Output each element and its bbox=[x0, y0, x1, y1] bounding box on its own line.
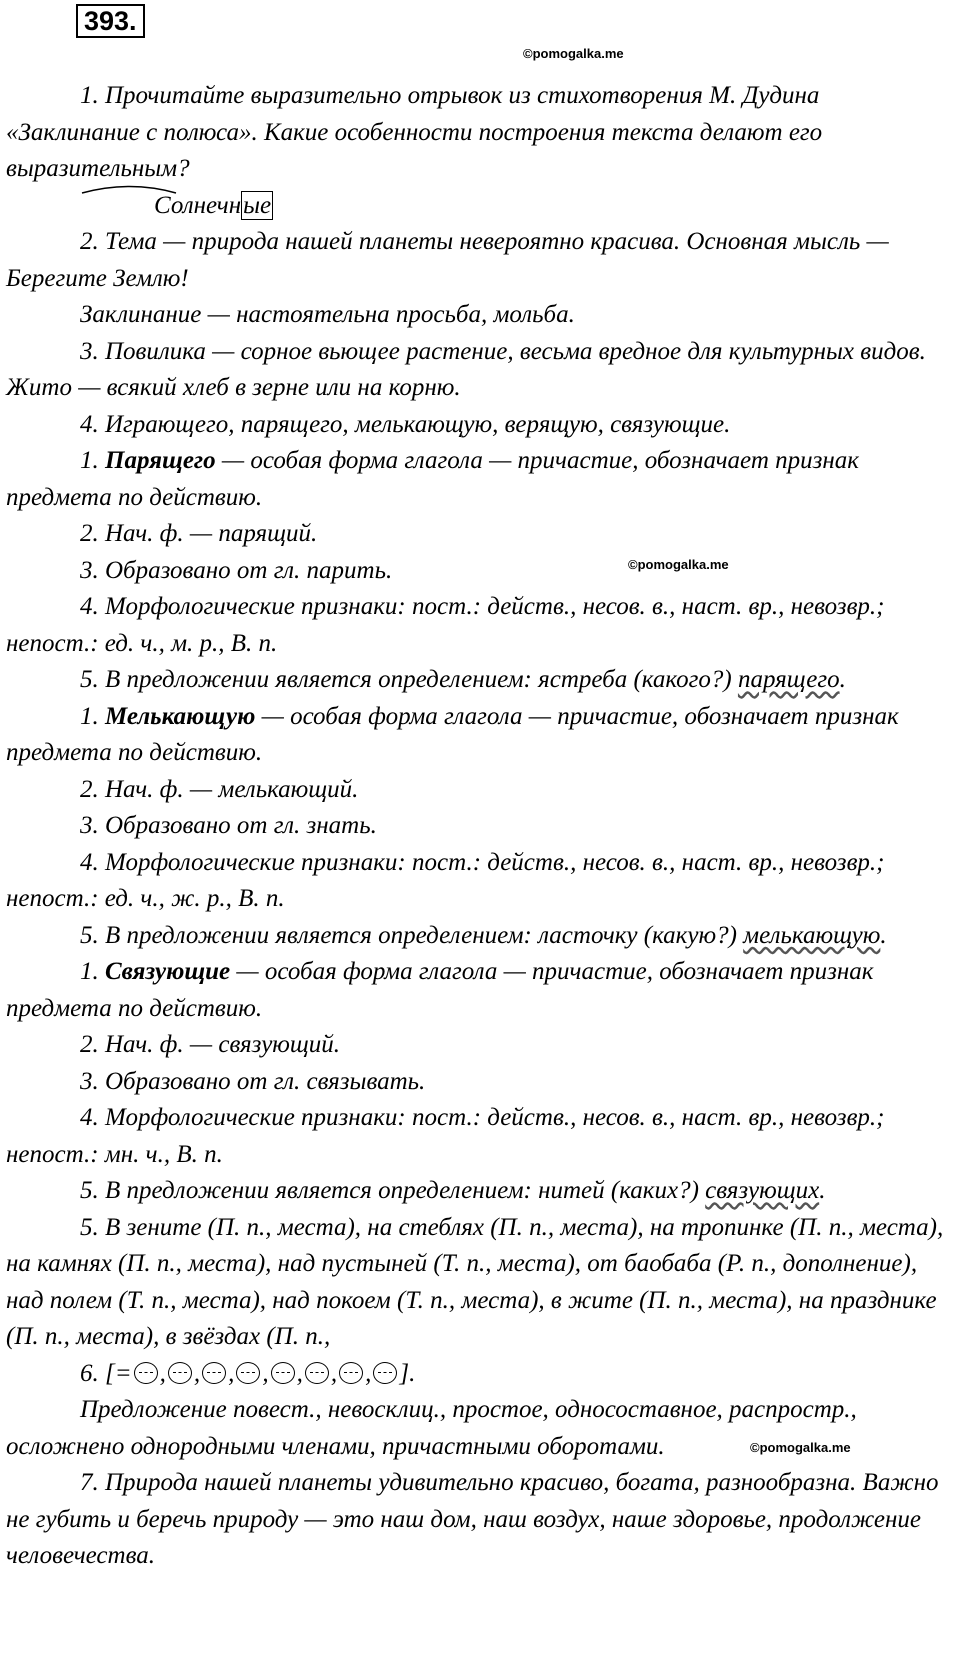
answer-text bbox=[6, 78, 956, 1575]
participle-oval-icon bbox=[202, 1362, 226, 1384]
parsed-word: Мелькающую bbox=[105, 702, 256, 730]
parse-1-item-3: 3. Образовано от гл. парить. bbox=[80, 556, 393, 584]
parse-1-item-1: 1. Парящего — особая форма глагола — причастие, обозначает признак предмета по действию. bbox=[6, 447, 859, 511]
parse-2-item-1: 1. Мелькающую — особая форма глагола — причастие, обозначает признак предмета по действию. bbox=[6, 702, 899, 766]
parse-2-item-4: 4. Морфологические признаки: пост.: действ., несов. в., наст. вр., невозвр.; непост.: ед. ч., ж. р., В. п. bbox=[6, 848, 885, 912]
task-7: 7. Природа нашей планеты удивительно красиво, богата, разнообразна. Важно не губить и беречь природу — это наш дом, наш воздух, наше здоровье, продолжение человечества. bbox=[6, 1469, 939, 1569]
participle-oval-icon bbox=[271, 1362, 295, 1384]
word-root: Солнечн bbox=[154, 191, 242, 219]
parse-3-item-3: 3. Образовано от гл. связывать. bbox=[80, 1067, 426, 1095]
morpheme-word bbox=[80, 188, 273, 225]
participle-oval-icon bbox=[373, 1362, 397, 1384]
task-6-scheme: 6. [= , , , , , , , ]. bbox=[80, 1359, 416, 1387]
task-1: 1. Прочитайте выразительно отрывок из стихотворения М. Дудина «Заклинание с полюса». Какие особенности построения текста делают его выразительным? bbox=[6, 82, 823, 182]
parse-3-item-2: 2. Нач. ф. — связующий. bbox=[80, 1031, 341, 1058]
watermark: ©pomogalka.me bbox=[750, 1440, 851, 1455]
parse-3-item-1: 1. Связующие — особая форма глагола — причастие, обозначает признак предмета по действию. bbox=[6, 958, 874, 1022]
morpheme-parse bbox=[6, 188, 956, 225]
task-5: 5. В зените (П. п., места), на стеблях (П. п., места), на тропинке (П. п., места), на камнях (П. п., места), над пустыней (Т. п., места), от баобаба (Р. п., дополнение), над полем (Т. п., места), над покоем (Т. п., места), в жите (П. п., места), на празднике (П. п., места), в звёздах (П. п., bbox=[6, 1213, 944, 1350]
participle-oval-icon bbox=[305, 1362, 329, 1384]
parse-1-item-4: 4. Морфологические признаки: пост.: действ., несов. в., наст. вр., невозвр.; непост.: ед. ч., м. р., В. п. bbox=[6, 593, 885, 657]
task-2: 2. Тема — природа нашей планеты невероятно красива. Основная мысль — Берегите Землю! bbox=[6, 228, 889, 292]
task-4: 4. Играющего, парящего, мелькающую, верящую, связующие. bbox=[80, 410, 731, 438]
parsed-word: Связующие bbox=[105, 958, 231, 985]
participle-oval-icon bbox=[134, 1362, 158, 1384]
watermark: ©pomogalka.me bbox=[523, 46, 624, 61]
underlined-word: связующих bbox=[705, 1177, 820, 1204]
word-ending: ые bbox=[243, 191, 272, 219]
parse-1-item-5: 5. В предложении является определением: ястреба (какого?) парящего. bbox=[80, 666, 846, 693]
participle-oval-icon bbox=[168, 1362, 192, 1384]
parse-2-item-2: 2. Нач. ф. — мелькающий. bbox=[80, 775, 359, 803]
underlined-word: парящего bbox=[737, 666, 840, 693]
participle-oval-icon bbox=[339, 1362, 363, 1384]
exercise-number: 393. bbox=[76, 4, 145, 38]
parse-3-item-5: 5. В предложении является определением: нитей (каких?) связующих. bbox=[80, 1177, 826, 1204]
task-3: 3. Повилика — сорное вьющее растение, весьма вредное для культурных видов. Жито — всякий хлеб в зерне или на корню. bbox=[6, 337, 926, 401]
task-2-note: Заклинание — настоятельна просьба, мольба. bbox=[80, 301, 575, 328]
parsed-word: Парящего bbox=[105, 447, 216, 474]
participle-oval-icon bbox=[236, 1362, 260, 1384]
underlined-word: мелькающую bbox=[743, 921, 881, 949]
parse-2-item-3: 3. Образовано от гл. знать. bbox=[80, 812, 377, 839]
parse-2-item-5: 5. В предложении является определением: ласточку (какую?) мелькающую. bbox=[80, 921, 887, 949]
parse-1-item-2: 2. Нач. ф. — парящий. bbox=[80, 520, 318, 547]
watermark: ©pomogalka.me bbox=[628, 557, 729, 572]
parse-3-item-4: 4. Морфологические признаки: пост.: действ., несов. в., наст. вр., невозвр.; непост.: мн. ч., В. п. bbox=[6, 1104, 885, 1168]
task-6-description: Предложение повест., невосклиц., простое, односоставное, распростр., осложнено однородными членами, причастными оборотами. bbox=[6, 1396, 857, 1460]
